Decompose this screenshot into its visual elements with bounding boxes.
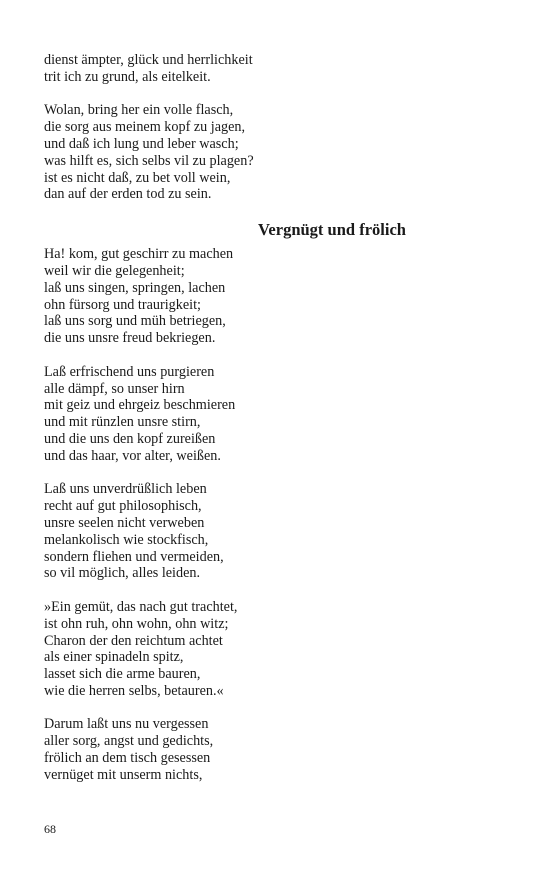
poem-line: aller sorg, angst und gedichts, (44, 733, 214, 750)
poem-line: unsre seelen nicht verweben (44, 514, 205, 531)
poem-line: wie die herren selbs, betauren.« (44, 682, 224, 699)
poem-line: weil wir die gelegenheit; (44, 262, 185, 279)
poem-line: »Ein gemüt, das nach gut trachtet, (44, 598, 238, 615)
poem-line: die sorg aus meinem kopf zu jagen, (44, 119, 246, 136)
poem-line: und das haar, vor alter, weißen. (44, 447, 221, 464)
poem-line: Laß erfrischend uns purgieren (44, 363, 215, 380)
poem-line: recht auf gut philosophisch, (44, 498, 202, 515)
poem-line: lasset sich die arme bauren, (44, 666, 201, 683)
poem-line: Laß uns unverdrüßlich leben (44, 481, 207, 498)
poem-line: als einer spinadeln spitz, (44, 649, 184, 666)
prelude-stanza-1 (44, 52, 504, 86)
poem-line: Wolan, bring her ein volle flasch, (44, 102, 234, 119)
page-number: 68 (44, 822, 56, 836)
poem-line: melankolisch wie stockfisch, (44, 531, 209, 548)
poem-line: ist ohn ruh, ohn wohn, ohn witz; (44, 615, 229, 632)
poem-line: die uns unsre freud bekriegen. (44, 330, 216, 347)
poem-title: Vergnügt und frölich (258, 220, 406, 240)
poem-line: Ha! kom, gut geschirr zu machen (44, 246, 234, 263)
poem-line: laß uns sorg und müh betriegen, (44, 313, 226, 330)
prelude-stanza-2 (44, 102, 504, 203)
poem-line: frölich an dem tisch gesessen (44, 750, 211, 767)
poem-stanza-2 (44, 364, 504, 465)
poem-line: vernüget mit unserm nichts, (44, 766, 203, 783)
poem-line: so vil möglich, alles leiden. (44, 565, 201, 582)
poem-line: Darum laßt uns nu vergessen (44, 716, 209, 733)
poem-stanza-5 (44, 716, 504, 783)
poem-line: sondern fliehen und vermeiden, (44, 548, 224, 565)
poem-line: dan auf der erden tod zu sein. (44, 186, 212, 203)
poem-stanza-4 (44, 599, 504, 700)
poem-line: ist es nicht daß, zu bet voll wein, (44, 169, 231, 186)
poem-line: Charon der den reichtum achtet (44, 632, 223, 649)
poem-line: und mit rünzlen unsre stirn, (44, 414, 201, 431)
poem-line: und die uns den kopf zureißen (44, 430, 216, 447)
poem-line: trit ich zu grund, als eitelkeit. (44, 68, 211, 85)
poem-line: ohn fürsorg und traurigkeit; (44, 296, 201, 313)
poem-line: und daß ich lung und leber wasch; (44, 135, 239, 152)
page-body (44, 52, 504, 784)
poem-line: was hilft es, sich selbs vil zu plagen? (44, 152, 254, 169)
poem-stanza-3 (44, 481, 504, 582)
poem-line: laß uns singen, springen, lachen (44, 279, 226, 296)
poem-line: alle dämpf, so unser hirn (44, 380, 185, 397)
poem-line: mit geiz und ehrgeiz beschmieren (44, 397, 236, 414)
poem-stanza-1 (44, 246, 504, 347)
poem-line: dienst ämpter, glück und herrlichkeit (44, 52, 253, 68)
